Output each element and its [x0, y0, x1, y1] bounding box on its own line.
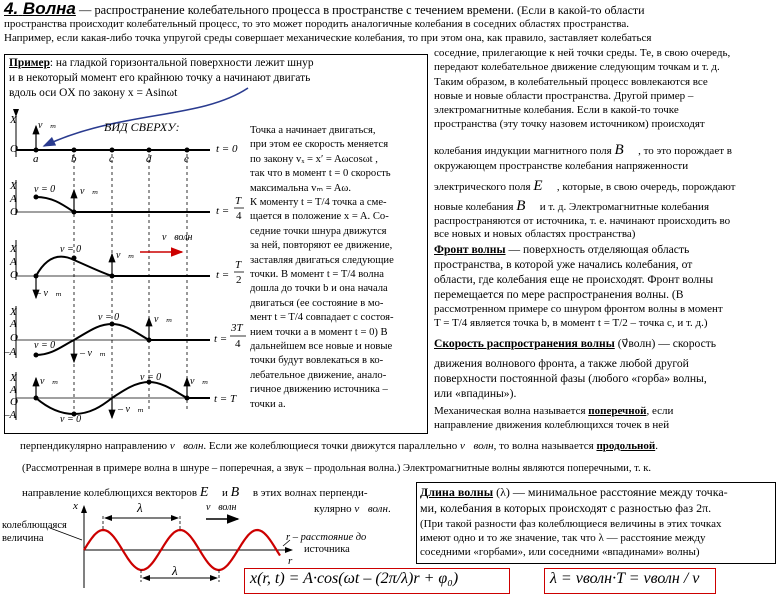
pointer-arrow [44, 88, 248, 146]
em-line-2: окружающем пространстве колебания напряженности [434, 160, 689, 172]
point-a-label: a [33, 153, 39, 165]
em-vectors-line-2: кулярно v⃗волн. [314, 503, 391, 515]
middle-col-line: по закону vₓ = x′ = Aωcosωt , [250, 153, 378, 165]
middle-col-line: точки. В момент t = T/4 волна [250, 269, 384, 280]
middle-col-line: К моменту t = T/4 точка a сме- [250, 197, 387, 208]
front-line-3: области, где колебания еще не происходят. Фронт волны [434, 273, 714, 286]
example-line-3: вдоль оси OX по закону x = Asinωt [9, 87, 178, 99]
em-line-4: новые колебания B⃗ и т. д. Электромагнитные колебания [434, 198, 710, 214]
time-tT-label: t = T [214, 393, 237, 405]
point-c-label: c [109, 153, 114, 165]
oscillating-label-2: величина [2, 533, 44, 544]
r-distance-label-1: r – расстояние до [286, 532, 367, 543]
middle-col-line: гичное движению источника – [250, 384, 388, 396]
vm-label-6: v⃗ₘ [190, 376, 209, 387]
vm-label-4: v⃗ₘ [154, 314, 173, 325]
lambda-label-2: λ [172, 563, 178, 578]
axis-x-label: X [10, 180, 17, 192]
minus-vm-label: – v⃗ₘ [118, 404, 144, 415]
mech-line-2: направление движения колеблющихся точек в ней [434, 419, 670, 431]
period-label: T [235, 195, 242, 207]
origin-label: O [10, 206, 18, 218]
axis-x-label: X [10, 372, 17, 384]
wavelength-formula: λ = vволн·T = vволн / ν [550, 570, 700, 587]
time-label: t = [216, 269, 230, 281]
longitudinal-term: продольной [596, 440, 656, 452]
middle-col-line: двигаться (ее состояние в мо- [250, 297, 384, 309]
axis-x-label: X [10, 306, 17, 318]
v-zero-label: v = 0 [98, 312, 120, 323]
middle-col-line: дальнейшем все новые и новые [250, 341, 393, 352]
middle-col-line: максимальна vₘ = Aω. [250, 182, 352, 194]
v-zero-label: v = 0 [60, 244, 82, 255]
wave-speed-label: v⃗волн [162, 232, 193, 243]
speed-line-3: поверхности постоянной фазы (любого «горба» волны, [434, 372, 707, 385]
amplitude-label: A [10, 193, 17, 205]
middle-col-line: Точка a начинает двигаться, [250, 125, 376, 136]
v-zero-label: v = 0 [34, 340, 56, 351]
wl-line-5: соседними «горбами», или соседними «впадинами» волны) [420, 546, 700, 558]
time-label: t = [216, 205, 230, 217]
perp-line: перпендикулярно направлению v⃗волн. Если же колеблющиеся точки движутся параллельно v⃗волн, то волна называется продольной. [20, 440, 658, 452]
middle-col-line: мент t = T/4 совпадает с состоя- [250, 312, 394, 324]
speed-line-2: движения волнового фронта, а также любой другой [434, 357, 689, 370]
point-b-label: b [71, 153, 77, 165]
speed-line-1: Скорость распространения волны (v⃗волн) — скорость [434, 337, 717, 350]
front-line-2: пространства, в которой уже начались колебания, от [434, 258, 693, 271]
graph-wave-speed-label: v⃗волн [206, 502, 237, 513]
wave-equation: x(r, t) = A·cos(ωt – (2π/λ)r + φ₀) [250, 570, 459, 587]
em-line-3: электрического поля E⃗ , которые, в свою очередь, порождают [434, 178, 736, 194]
three-t-label: 3T [231, 322, 243, 334]
heading-definition: — распространение колебательного процесса в пространстве с течением времени. [75, 3, 515, 17]
point-d-label: d [146, 153, 152, 165]
time-label: t = [214, 333, 228, 345]
vm-label-2: v⃗ₘ [80, 186, 99, 197]
right-col-line: пространства (эту точку назовем источником) происходят [434, 118, 705, 130]
example-line-2: и в некоторый момент его крайнюю точку a начинают двигать [9, 72, 311, 84]
middle-col-line: щается в положение x = A. Со- [250, 211, 389, 223]
intro-line-2: пространства происходит колебательный процесс, то это может породить аналогичные колебания в соседних областях пространства. [4, 18, 630, 30]
middle-col-line: за ней, повторяют ее движение, [250, 240, 393, 252]
em-line-1: колебания индукции магнитного поля B⃗ , то это порождает в [434, 142, 732, 158]
minus-amplitude-label: –A [4, 409, 17, 421]
front-line-6: T = T/4 является точка b, в момент t = T/2 – точка c, и т. д.) [434, 317, 708, 329]
mech-line-1: Механическая волна называется поперечной, если [434, 405, 674, 417]
heading-title: 4. Волна [4, 0, 76, 18]
right-col-line: новые и новые области пространства. Другой пример – [434, 90, 694, 102]
r-distance-label-2: источника [304, 544, 350, 555]
minus-amplitude-label: –A [4, 346, 17, 358]
example-line-1: Пример: на гладкой горизонтальной поверхности лежит шнур [9, 57, 314, 69]
em-vectors-line: направление колеблющихся векторов E⃗ и B⃗ в этих волнах перпенди- [22, 485, 368, 500]
graph-x-label: x [73, 500, 78, 512]
intro-line-3: Например, если какая-либо точка упругой среды совершает механические колебания, то при этом она, как правило, заставляет колебаться [4, 32, 652, 44]
lambda-label-1: λ [137, 500, 143, 515]
v-zero-label: v = 0 [140, 372, 162, 383]
amplitude-label: A [10, 256, 17, 268]
graph-r-label: r [288, 555, 293, 567]
transverse-term: поперечной [588, 405, 647, 417]
amplitude-label: A [10, 384, 17, 396]
origin-label: O [10, 269, 18, 281]
top-view-label: ВИД СВЕРХУ: [104, 120, 180, 134]
wavelength-term: Длина волны [420, 485, 494, 499]
middle-col-line: дошла до точки b и она начала [250, 283, 388, 295]
right-col-line: соседние, прилегающие к ней точки среды. Те, в свою очередь, [434, 47, 731, 59]
vm-label-3: v⃗ₘ [116, 250, 135, 261]
vector-b-symbol: B⃗ [614, 142, 636, 158]
speed-line-4: или «впадины»). [434, 387, 517, 400]
right-col-line: Таким образом, в колебательный процесс вовлекаются все [434, 76, 708, 88]
front-term: Фронт волны [434, 243, 506, 256]
wl-line-3: (При такой разности фаз колеблющиеся величины в этих точках [420, 518, 722, 530]
denom-2: 2 [236, 274, 242, 286]
front-line-1: Фронт волны — поверхность отделяющая область [434, 243, 690, 256]
v-zero-label: v = 0 [60, 414, 82, 425]
v-zero-label: v = 0 [34, 184, 56, 195]
axis-x-label: X [10, 243, 17, 255]
period-label: T [235, 259, 242, 271]
middle-col-line: лебательное движение, анало- [250, 369, 387, 381]
em-line-6: все новых и новых областях пространства) [434, 228, 636, 240]
middle-col-line: точки a. [250, 398, 286, 410]
middle-col-line: так что в момент t = 0 скорость [250, 168, 391, 180]
right-col-line: электромагнитные колебания. Если в какой-то точке [434, 104, 679, 116]
minus-vm-label: – v⃗ₘ [36, 288, 62, 299]
heading-rest: (Если в какой-то области [514, 3, 645, 17]
amplitude-label: A [10, 318, 17, 330]
wl-line-2: ми, колебания в которых происходят с разностью фаз 2π. [420, 501, 712, 515]
vm-label-5: v⃗ₘ [40, 376, 59, 387]
middle-col-line: нием точки a в момент t = 0) В [250, 326, 388, 338]
origin-label: O [10, 143, 18, 155]
front-line-4: перемещается по мере распространения волны. (В [434, 288, 684, 301]
denom-4: 4 [236, 210, 242, 222]
front-line-5: рассмотренном примере со шнуром фронтом волны в момент [434, 303, 723, 315]
minus-vm-label: – v⃗ₘ [80, 348, 106, 359]
vm-label-1: v⃗ₘ [38, 120, 57, 131]
example-term: Пример [9, 57, 50, 69]
middle-col-line: седние точки шнура движутся [250, 225, 387, 237]
em-line-5: распространяются от источника, т. е. начинают происходить во [434, 215, 731, 227]
denom-4: 4 [235, 338, 241, 350]
wl-line-4: имеют одно и то же значение, так что λ — расстояние между [420, 532, 706, 544]
axis-x-label: X [10, 114, 17, 126]
middle-col-line: при этом ее скорость меняется [250, 139, 389, 151]
point-e-label: e [184, 153, 189, 165]
middle-col-line: заставляя двигаться следующие [250, 254, 394, 266]
oscillating-label-1: колеблющаяся [2, 520, 67, 531]
speed-term: Скорость распространения волны [434, 337, 615, 350]
right-col-line: передают колебательное движение следующим точкам и т. д. [434, 61, 720, 73]
middle-col-line: точки будут вовлекаться в ко- [250, 355, 384, 367]
wl-line-1: Длина волны (λ) — минимальное расстояние между точка- [420, 485, 728, 499]
origin-label: O [10, 396, 18, 408]
origin-label: O [10, 332, 18, 344]
time-t0-label: t = 0 [216, 143, 238, 155]
vector-e-symbol: E⃗ [533, 178, 555, 194]
paren-line: (Рассмотренная в примере волна в шнуре – поперечная, а звук – продольная волна.) Электромагнитные волны являются поперечными, т. к. [22, 463, 652, 474]
